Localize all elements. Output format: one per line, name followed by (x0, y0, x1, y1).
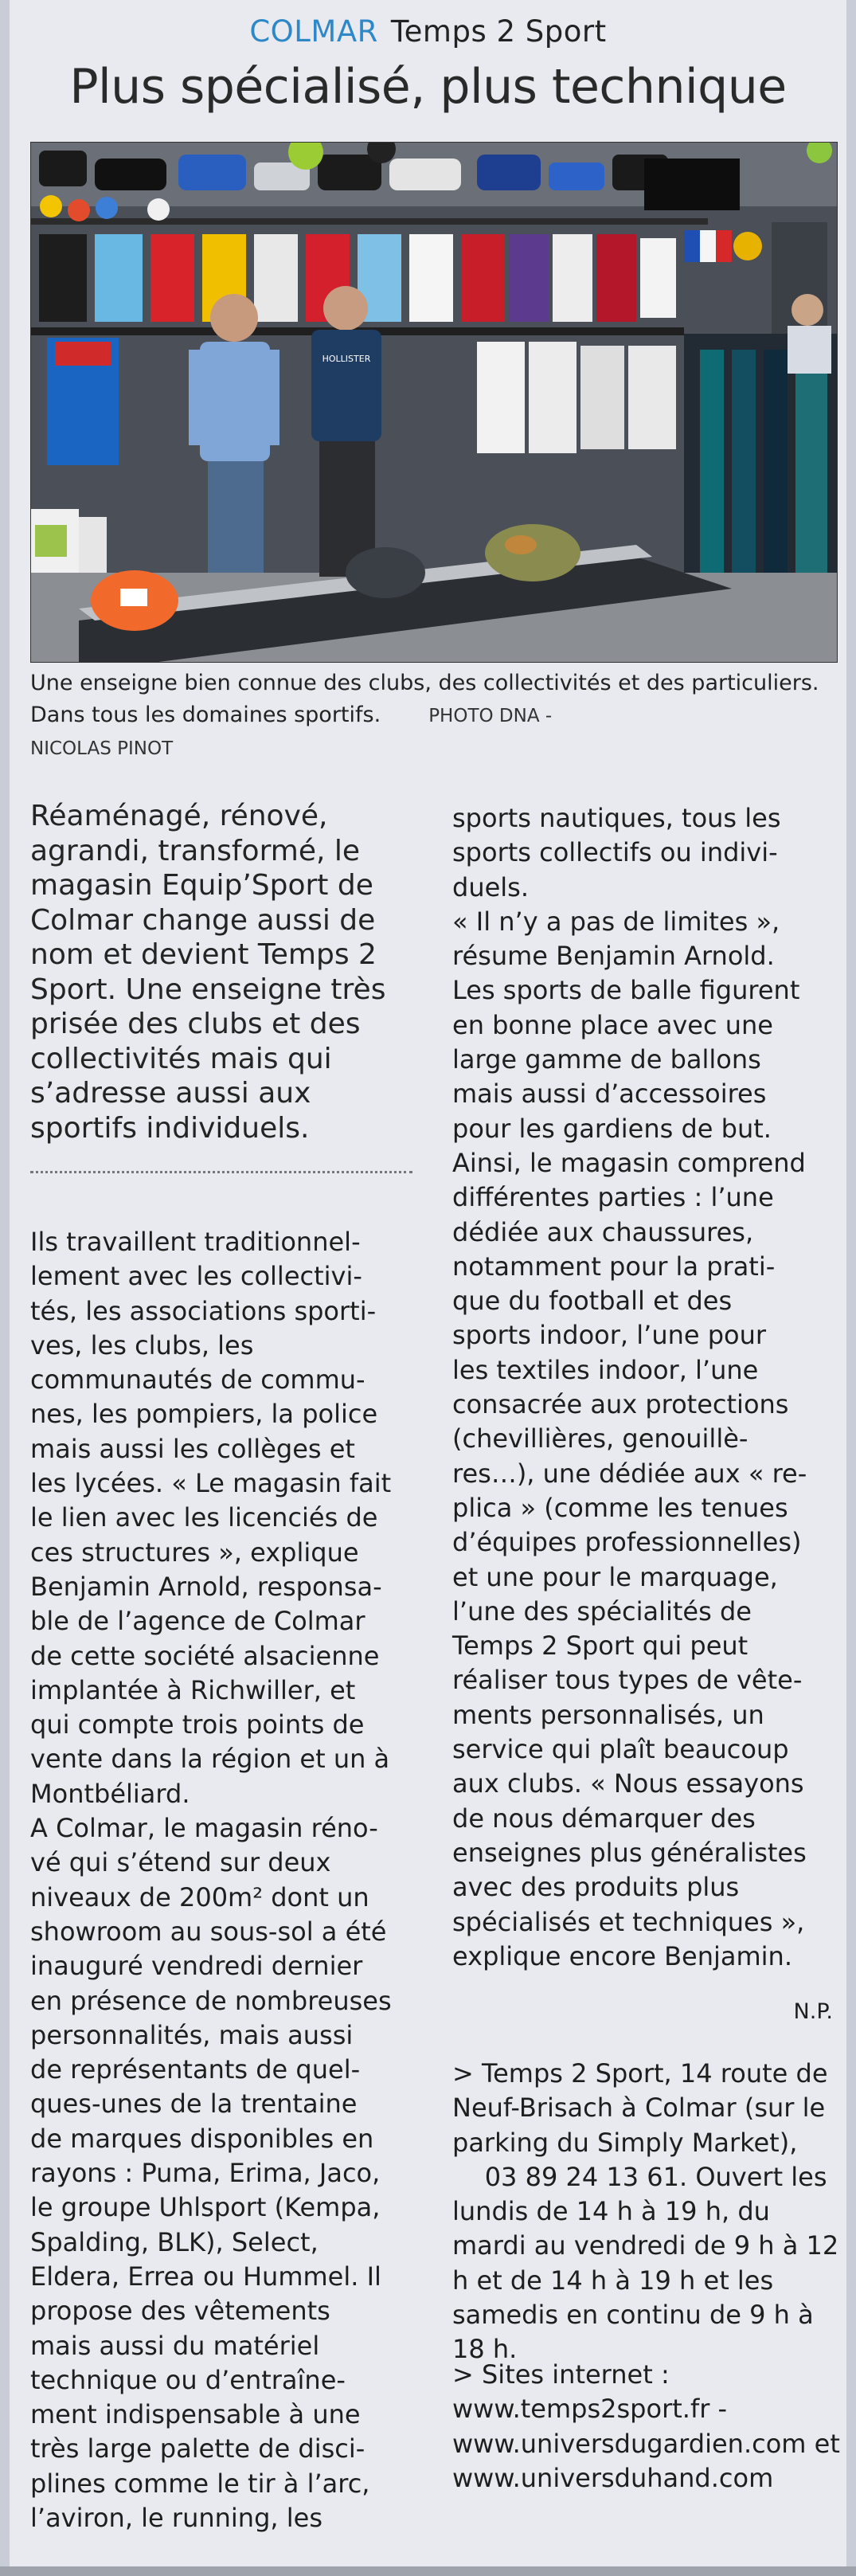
body-line: l’aviron, le running, les (30, 2502, 322, 2533)
info-line: h et de 14 h à 19 h et les (452, 2265, 774, 2296)
body-line: le groupe Uhlsport (Kempa, (30, 2192, 381, 2223)
body-line: Ainsi, le magasin comprend (452, 1147, 806, 1178)
photo-caption (30, 667, 827, 765)
body-line: implantée à Richwiller, et (30, 1674, 356, 1705)
website-line: www.universdugardien.com et (452, 2428, 840, 2459)
body-line: dédiée aux chaussures, (452, 1216, 754, 1247)
body-line: vé qui s’étend sur deux (30, 1847, 331, 1878)
body-line: réaliser tous types de vête- (452, 1665, 803, 1696)
body-line: personnalités, mais aussi (30, 2019, 354, 2050)
body-line: lement avec les collectivi- (30, 1261, 362, 1292)
body-line: enseignes plus généralistes (452, 1837, 807, 1868)
body-line: Ils travaillent traditionnel- (30, 1227, 361, 1257)
body-line: de cette société alsacienne (30, 1640, 380, 1671)
body-line: showroom au sous-sol a été (30, 1916, 387, 1947)
body-line: notamment pour la prati- (452, 1251, 776, 1282)
body-line: le lien avec les licenciés de (30, 1502, 378, 1533)
body-line: consacrée aux protections (452, 1389, 789, 1420)
info-line: 18 h. (452, 2334, 518, 2365)
body-line: résume Benjamin Arnold. (452, 941, 775, 972)
body-line: l’une des spécialités de (452, 1595, 752, 1627)
body-line: vente dans la région et un à (30, 1744, 390, 1775)
headline: Plus spécialisé, plus technique (69, 59, 787, 115)
body-line: large gamme de ballons (452, 1044, 761, 1075)
body-line: les lycées. « Le magasin fait (30, 1468, 392, 1499)
photo-credit-name: NICOLAS PINOT (30, 738, 174, 759)
body-line: A Colmar, le magasin réno- (30, 1813, 378, 1844)
info-line: lundis de 14 h à 19 h, du (452, 2196, 770, 2227)
body-line: qui compte trois points de (30, 1709, 365, 1740)
photo-credit: PHOTO DNA - (428, 706, 553, 726)
body-line: ves, les clubs, les (30, 1329, 254, 1360)
right-margin (846, 0, 856, 2576)
websites (452, 2358, 840, 2496)
body-line: spécialisés et techniques », (452, 1906, 805, 1937)
body-line: sports indoor, l’une pour (452, 1320, 767, 1351)
body-line: aux clubs. « Nous essayons (452, 1768, 804, 1799)
left-margin (0, 0, 10, 2576)
body-line: ments personnalisés, un (452, 1699, 764, 1730)
body-line: Benjamin Arnold, responsa- (30, 1571, 382, 1602)
body-line: rayons : Puma, Erima, Jaco, (30, 2158, 381, 2189)
body-line: sports nautiques, tous les (452, 803, 781, 833)
bottom-rule (0, 2566, 856, 2576)
body-line: différentes parties : l’une (452, 1182, 774, 1213)
body-line: ces structures », explique (30, 1537, 359, 1568)
body-line: que du football et des (452, 1286, 733, 1317)
body-line: mais aussi les collèges et (30, 1433, 355, 1464)
store-photo (30, 142, 838, 663)
body-line: Spalding, BLK), Select, (30, 2226, 319, 2257)
info-line: > Temps 2 Sport, 14 route de (452, 2058, 828, 2089)
body-line: en bonne place avec une (452, 1009, 773, 1040)
body-line: ble de l’agence de Colmar (30, 1606, 365, 1637)
body-line: Temps 2 Sport qui peut (452, 1631, 749, 1662)
body-line: sports collectifs ou indivi- (452, 837, 778, 868)
body-line: de représentants de quel- (30, 2054, 361, 2085)
body-line: service qui plaît beaucoup (452, 1734, 789, 1765)
body-right-column (452, 801, 835, 1974)
info-line: parking du Simply Market), (452, 2127, 798, 2158)
info-line: Neuf-Brisach à Colmar (sur le (452, 2093, 826, 2124)
body-line: propose des vêtements (30, 2296, 330, 2327)
info-line: samedis en continu de 9 h à (452, 2300, 814, 2331)
body-line: nes, les pompiers, la police (30, 1399, 378, 1430)
body-line: explique encore Benjamin. (452, 1940, 792, 1971)
body-line: res…), une dédiée aux « re- (452, 1458, 807, 1489)
kicker-section: Temps 2 Sport (390, 14, 607, 49)
lede: Réaménagé, rénové, agrandi, transformé, le magasin Equip’Sport de Colmar change aussi de nom et devient Temps 2 Sport. Une enseigne très prisée des clubs et des collectivités mais qui s’adresse aussi aux sportifs individuels. (30, 800, 386, 1145)
caption-text: Une enseigne bien connue des clubs, des collectivités et des particuliers. Dans tous les domaines sportifs. (30, 671, 819, 727)
body-line: de nous démarquer des (452, 1803, 756, 1834)
info-line: mardi au vendredi de 9 h à 12 (452, 2230, 839, 2261)
website-line: www.temps2sport.fr - (452, 2394, 728, 2425)
body-line: inauguré vendredi dernier (30, 1951, 363, 1982)
body-left-column (30, 1225, 420, 2535)
body-line: duels. (452, 871, 530, 902)
body-line: de marques disponibles en (30, 2123, 374, 2154)
body-line: Eldera, Errea ou Hummel. Il (30, 2261, 381, 2292)
body-line: Les sports de balle figurent (452, 975, 800, 1006)
body-line: communautés de commu- (30, 1364, 365, 1396)
website-line: > Sites internet : (452, 2359, 670, 2390)
kicker (0, 14, 856, 49)
kicker-city: COLMAR (249, 14, 378, 49)
body-line: plica » (comme les tenues (452, 1492, 788, 1523)
body-line: « Il n’y a pas de limites », (452, 906, 780, 937)
body-line: technique ou d’entraîne- (30, 2364, 346, 2395)
body-line: mais aussi d’accessoires (452, 1079, 767, 1110)
practical-info (452, 2057, 839, 2367)
body-line: avec des produits plus (452, 1872, 740, 1903)
author-initials: N.P. (793, 1999, 833, 2024)
body-line: ment indispensable à une (30, 2399, 361, 2430)
body-line: (chevillières, genouillè- (452, 1423, 749, 1454)
body-line: en présence de nombreuses (30, 1985, 392, 2016)
body-line: d’équipes professionnelles) (452, 1527, 802, 1558)
body-line: les textiles indoor, l’une (452, 1354, 759, 1385)
body-line: tés, les associations sporti- (30, 1295, 377, 1326)
body-line: plines comme le tir à l’arc, (30, 2468, 370, 2499)
body-line: très large palette de disci- (30, 2433, 365, 2464)
info-line: 03 89 24 13 61. Ouvert les (452, 2161, 827, 2192)
body-line: niveaux de 200m² dont un (30, 1881, 369, 1912)
separator (30, 1171, 412, 1173)
body-line: ques-unes de la trentaine (30, 2089, 358, 2120)
body-line: Montbéliard. (30, 1778, 190, 1809)
shirt-logo: HOLLISTER (322, 354, 371, 364)
body-line: pour les gardiens de but. (452, 1113, 772, 1144)
website-line: www.universduhand.com (452, 2462, 774, 2493)
body-line: mais aussi du matériel (30, 2330, 320, 2361)
body-line: et une pour le marquage, (452, 1561, 778, 1592)
